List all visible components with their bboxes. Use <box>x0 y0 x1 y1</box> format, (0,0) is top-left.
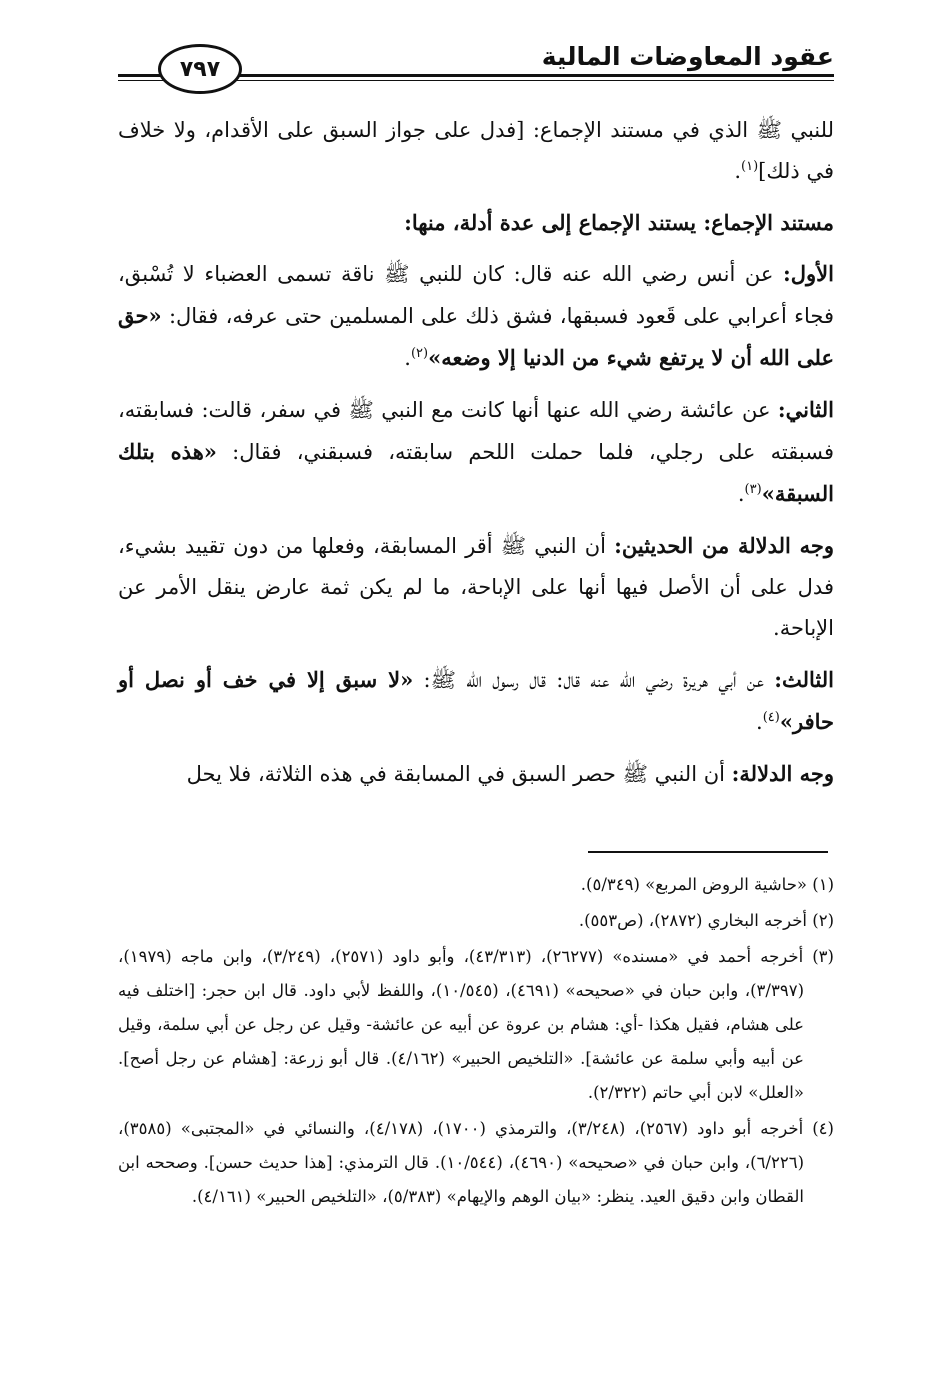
label-first: الأول: <box>783 261 834 286</box>
footnote-ref-4: (٤) <box>762 710 780 725</box>
paragraph-1: للنبي ﷺ الذي في مستند الإجماع: [فدل على جواز السبق على الأقدام، ولا خلاف في ذلك]$^{(١)}$. <box>118 118 834 183</box>
label-second: الثاني: <box>777 397 834 422</box>
footnote-ref-2: (٢) <box>410 346 429 361</box>
p4-text: عن عائشة رضي الله عنها أنها كانت مع النبي ﷺ في سفر، قالت: فسابقته، فسبقته على رجلي، فلما حملت اللحم سابقته، فسبقني، فقال: <box>118 398 834 464</box>
p3-text: عن أنس رضي الله عنه قال: كان للنبي ﷺ ناقة تسمى العضباء لا تُسْبق، فجاء أعرابي على قَعود فسبقها، فشق ذلك على المسلمين حتى عرفه، فقال: <box>118 262 834 328</box>
label-inference: وجه الدلالة: <box>731 761 834 786</box>
hadith-quote-3: «لا سبق إلا في خف أو نصل أو حافر» <box>118 667 834 734</box>
footnote-ref-3: (٣) <box>744 482 762 497</box>
p6-text: عن أبي هريرة رضي الله عنه قال: قال رسول الله ﷺ: <box>413 668 775 692</box>
footnote-1: (١) «حاشية الروض المربع» (٥/٣٤٩). <box>580 875 834 894</box>
label-third: الثالث: <box>774 667 834 692</box>
section-heading: مستند الإجماع: يستند الإجماع إلى عدة أدلة، منها: <box>404 210 834 235</box>
hadith-quote-1: «حق على الله أن لا يرتفع شيء من الدنيا إلا وضعه» <box>118 303 834 370</box>
p5-text: أن النبي ﷺ أقر المسابقة، وفعلها من دون تقييد بشيء، فدل على أن الأصل فيها أنها على الإباحة، ما لم يكن ثمة عارض ينقل الأمر عن الإباحة. <box>118 534 834 640</box>
hadith-quote-2: «هذه بتلك السبقة» <box>118 439 834 506</box>
page-header <box>118 34 834 94</box>
book-title: عقود المعاوضات المالية <box>541 42 834 71</box>
paragraph-first-evidence: الأول: عن أنس رضي الله عنه قال: كان للنبي ﷺ ناقة تسمى العضباء لا تُسْبق، فجاء أعرابي على قَعود فسبقها، فشق ذلك على المسلمين حتى عرفه، فقال: «حق على الله أن لا يرتفع شيء من الدنيا إلا وضعه»$^{(٢)}$. <box>118 261 834 370</box>
label-inference-two-hadiths: وجه الدلالة من الحديثين: <box>614 533 834 558</box>
main-text <box>118 110 834 805</box>
page-number: ٧٩٧ <box>158 44 242 94</box>
p7-text: أن النبي ﷺ حصر السبق في المسابقة في هذه الثلاثة، فلا يحل <box>186 762 732 786</box>
paragraph-inference-2 <box>118 753 834 795</box>
footnotes <box>118 868 834 1216</box>
footnote-2: (٢) أخرجه البخاري (٢٨٧٢)، (ص٥٥٣). <box>578 911 834 930</box>
footnote-4: (٤) أخرجه أبو داود (٢٥٦٧)، (٣/٢٤٨)، والترمذي (١٧٠٠)، (٤/١٧٨)، والنسائي في «المجتبى» (٣٥٨٥)، (٦/٢٢٦)، وابن حبان في «صحيحه» (٤٦٩٠)، (١٠/٥٤٤). قال الترمذي: [هذا حديث حسن]. وصححه ابن القطان وابن دقيق العيد. ينظر: «بيان الوهم والإيهام» (٥/٣٨٣)، «التلخيص الحبير» (٤/١٦١). <box>118 1119 834 1206</box>
footnote-separator <box>588 851 828 853</box>
paragraph-second-evidence: الثاني: عن عائشة رضي الله عنها أنها كانت مع النبي ﷺ في سفر، قالت: فسابقته، فسبقته على رجلي، فلما حملت اللحم سابقته، فسبقني، فقال: «هذه بتلك السبقة»$^{(٣)}$. <box>118 397 834 506</box>
paragraph-inference-1 <box>118 525 834 649</box>
p1-text: للنبي ﷺ الذي في مستند الإجماع: [فدل على جواز السبق على الأقدام، ولا خلاف في ذلك] <box>118 118 834 183</box>
footnote-ref-1: (١) <box>741 159 759 174</box>
paragraph-third-evidence: الثالث: عن أبي هريرة رضي الله عنه قال: قال رسول الله ﷺ: «لا سبق إلا في خف أو نصل أو حافر»$^{(٤)}$. <box>118 667 834 734</box>
footnote-3: (٣) أخرجه أحمد في «مسنده» (٢٦٢٧٧)، (٤٣/٣١٣)، وأبو داود (٢٥٧١)، (٣/٢٤٩)، وابن ماجه (١٩٧٩)، (٣/٣٩٧)، وابن حبان في «صحيحه» (٤٦٩١)، (١٠/٥٤٥)، واللفظ لأبي داود. قال ابن حجر: [اختلف فيه على هشام، فقيل هكذا -أي: هشام بن عروة عن أبيه عن عائشة- وقيل عن رجل عن أبي سلمة، وقيل عن أبيه وأبي سلمة عن عائشة]. «التلخيص الحبير» (٤/١٦٢). قال أبو زرعة: [هشام عن رجل أصح]. «العلل» لابن أبي حاتم (٢/٣٢٢). <box>118 947 834 1102</box>
